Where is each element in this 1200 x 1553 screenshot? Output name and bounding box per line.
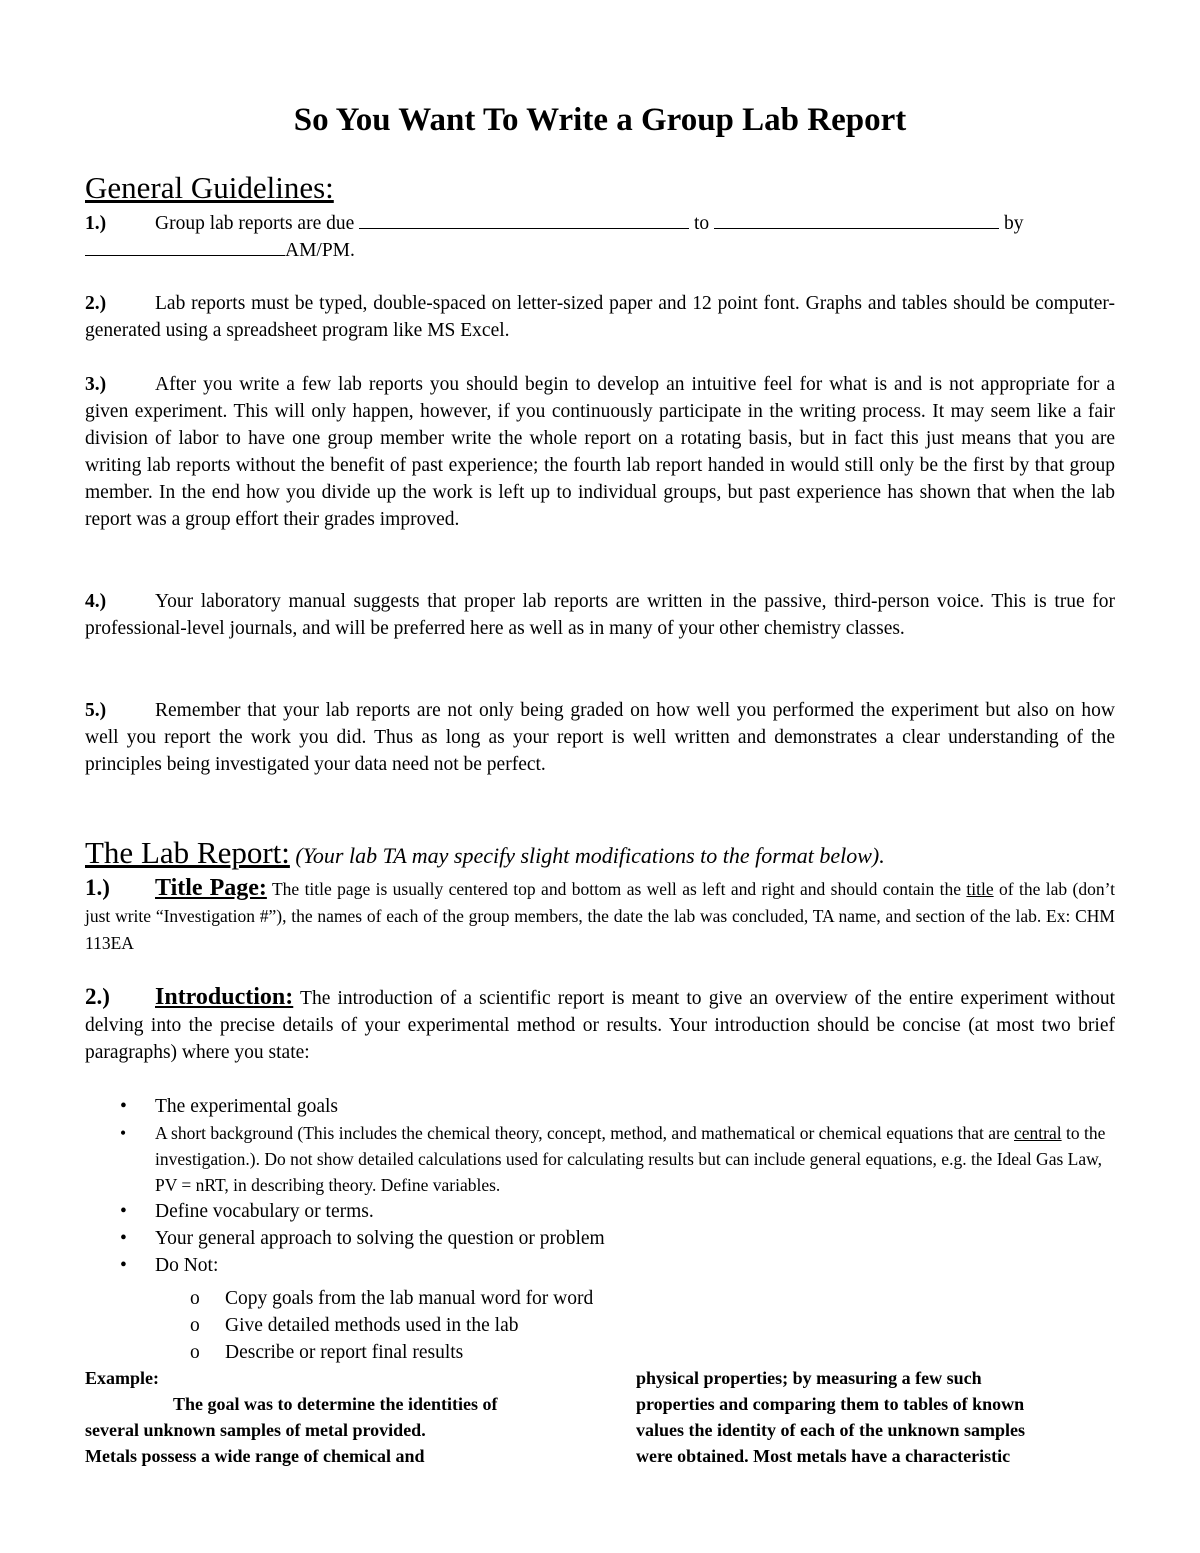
guideline-3 xyxy=(85,371,1115,533)
bullet-text: Your general approach to solving the question or problem xyxy=(155,1228,605,1249)
sub-bullet-text: Describe or report final results xyxy=(225,1342,464,1363)
lab-report-heading-text: The Lab Report: xyxy=(85,835,290,870)
introduction-bullet-list xyxy=(85,1093,1115,1279)
guideline-1-number: 1.) xyxy=(85,213,107,234)
sub-bullet-icon: o xyxy=(190,1288,200,1309)
bullet-text: Define vocabulary or terms. xyxy=(155,1201,374,1222)
list-item xyxy=(85,1198,1115,1225)
list-item xyxy=(85,1225,1115,1252)
bullet-text-rest: to the investigation.). Do not show detailed calculations used for calculating results but can include general equations, e.g. the Ideal Gas Law, PV = nRT, in describing theory. Define variables. xyxy=(155,1123,1106,1195)
bullet-text: Do Not: xyxy=(155,1255,219,1276)
guideline-1 xyxy=(85,210,1115,264)
introduction-heading: Introduction: xyxy=(155,984,294,1010)
guideline-3-number: 3.) xyxy=(85,374,107,395)
example-right-line: were obtained. Most metals have a characteristic xyxy=(636,1446,1011,1466)
guideline-5-text: Remember that your lab reports are not only being graded on how well you performed the experiment but also on how well you report the work you did. Thus as long as your report is well written and demonstrates a clear understanding of the principles being investigated your data need not be perfect. xyxy=(85,700,1115,775)
page-title: So You Want To Write a Group Lab Report xyxy=(293,102,907,138)
example-left-line: several unknown samples of metal provided. xyxy=(85,1420,426,1440)
guideline-1-text-b: to xyxy=(689,213,715,234)
bullet-text: A short background (This includes the chemical theory, concept, method, and mathematical or chemical equations that are xyxy=(155,1123,1014,1143)
example-right-line: physical properties; by measuring a few such xyxy=(636,1368,982,1388)
example-left-column xyxy=(85,1365,565,1469)
title-page-heading: Title Page: xyxy=(155,875,267,901)
guideline-5 xyxy=(85,697,1115,778)
guideline-5-number: 5.) xyxy=(85,700,107,721)
guideline-2 xyxy=(85,290,1115,344)
title-page-text-a: The title page is usually centered top and bottom as well as left and right and should contain the xyxy=(266,879,967,899)
lab-report-heading xyxy=(85,835,885,874)
list-item xyxy=(85,1312,1115,1339)
general-guidelines-heading xyxy=(85,170,334,206)
guideline-4 xyxy=(85,588,1115,642)
bullet-icon: • xyxy=(120,1228,127,1249)
sub-bullet-icon: o xyxy=(190,1315,200,1336)
list-item xyxy=(85,1339,1115,1366)
central-word: central xyxy=(1014,1123,1062,1143)
title-page-section xyxy=(85,874,1115,957)
bullet-icon: • xyxy=(120,1201,127,1222)
sub-bullet-text: Copy goals from the lab manual word for word xyxy=(225,1288,594,1309)
guideline-2-number: 2.) xyxy=(85,293,107,314)
lab-report-note: (Your lab TA may specify slight modifications to the format below). xyxy=(289,843,885,868)
guideline-4-text: Your laboratory manual suggests that proper lab reports are written in the passive, third-person voice. This is true for professional-level journals, and will be preferred here as well as in many of your other chemistry classes. xyxy=(85,591,1115,639)
bullet-icon: • xyxy=(120,1255,127,1276)
title-page-number: 1.) xyxy=(85,875,110,900)
example-label: Example: xyxy=(85,1368,159,1388)
guideline-1-text-a: Group lab reports are due xyxy=(155,213,360,234)
title-page-text-b: of the lab (don’t just write “Investigation #”), the names of each of the group members, the date the lab was concluded, TA name, and section of the lab. Ex: CHM 113EA xyxy=(85,879,1115,953)
example-left-line: The goal was to determine the identities of xyxy=(173,1394,498,1414)
guideline-1-text-d: AM/PM. xyxy=(285,240,355,261)
list-item xyxy=(85,1120,1115,1198)
introduction-text: The introduction of a scientific report is meant to give an overview of the entire experiment without delving into the precise details of your experimental method or results. Your introduction should be concise (at most two brief paragraphs) where you state: xyxy=(85,988,1115,1063)
sub-bullet-icon: o xyxy=(190,1342,200,1363)
sub-bullet-text: Give detailed methods used in the lab xyxy=(225,1315,519,1336)
general-guidelines-heading-text: General Guidelines: xyxy=(85,170,334,205)
guideline-4-number: 4.) xyxy=(85,591,107,612)
due-time-blank xyxy=(85,237,285,256)
guideline-3-text: After you write a few lab reports you should begin to develop an intuitive feel for what is and is not appropriate for a given experiment. This will only happen, however, if you continuously participate in the writing process. It may seem like a fair division of labor to have one group member write the whole report on a rotating basis, but in fact this just means that you are writing lab reports without the benefit of past experience; the fourth lab report handed in would still only be the first by that group member. In the end how you divide up the work is left up to individual groups, but past experience has shown that when the lab report was a group effort their grades improved. xyxy=(85,374,1115,530)
list-item xyxy=(85,1093,1115,1120)
guideline-2-text: Lab reports must be typed, double-spaced on letter-sized paper and 12 point font. Graphs and tables should be computer-generated using a spreadsheet program like MS Excel. xyxy=(85,293,1115,341)
guideline-1-text-c: by xyxy=(999,213,1024,234)
list-item xyxy=(85,1285,1115,1312)
introduction-number: 2.) xyxy=(85,984,110,1009)
introduction-section xyxy=(85,983,1115,1066)
do-not-sub-list xyxy=(85,1285,1115,1366)
example-left-line: Metals possess a wide range of chemical and xyxy=(85,1446,425,1466)
list-item xyxy=(85,1252,1115,1279)
due-date-blank xyxy=(359,210,689,229)
example-right-column xyxy=(636,1365,1136,1469)
title-word: title xyxy=(966,879,994,899)
bullet-icon: • xyxy=(120,1096,127,1117)
due-date-end-blank xyxy=(714,210,999,229)
example-right-line: properties and comparing them to tables of known xyxy=(636,1394,1025,1414)
bullet-icon: • xyxy=(120,1123,127,1143)
example-right-line: values the identity of each of the unknown samples xyxy=(636,1420,1026,1440)
bullet-text: The experimental goals xyxy=(155,1096,339,1117)
